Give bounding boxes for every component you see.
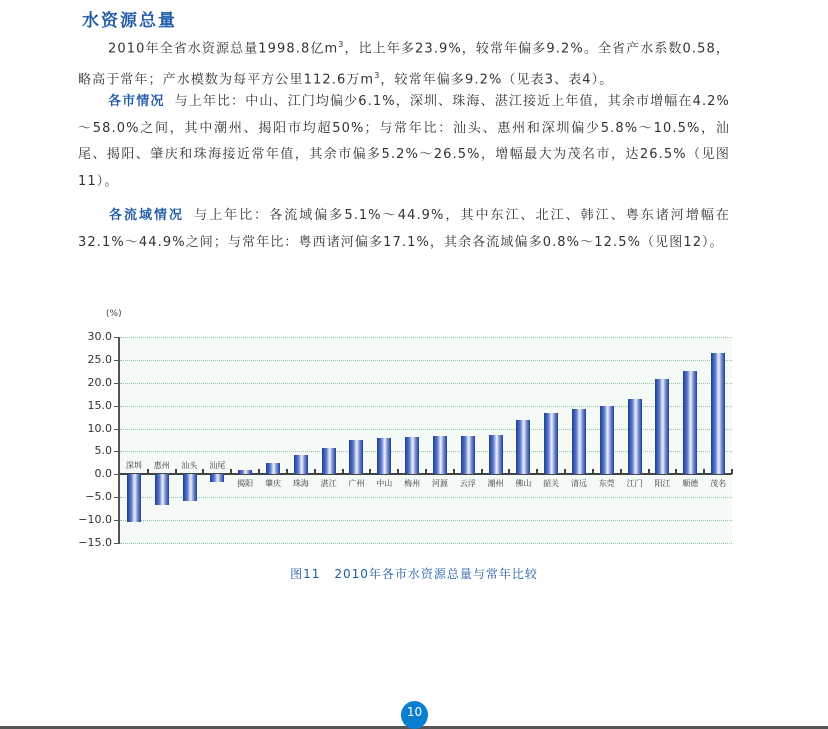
paragraph-cities xyxy=(78,89,730,195)
x-category-label: 顺德 xyxy=(682,479,699,489)
p1-text-2: ，比上年多23.9%，较常年偏多9.2%。全省产水系数0.58，略高于常年；产水模数为每平方公里112.6万m xyxy=(78,41,730,88)
grid-line xyxy=(120,337,732,338)
x-tick-mark xyxy=(675,469,677,474)
bar-云浮 xyxy=(461,436,475,474)
bar-肇庆 xyxy=(266,463,280,474)
x-category-label: 云浮 xyxy=(459,479,476,489)
x-tick-mark xyxy=(648,469,650,474)
y-tick-label: 15.0 xyxy=(87,398,112,412)
x-category-label: 深圳 xyxy=(125,461,142,471)
x-tick-mark xyxy=(425,469,427,474)
x-category-label: 广州 xyxy=(348,479,365,489)
y-tick-label: −10.0 xyxy=(78,513,112,527)
x-category-label: 河源 xyxy=(431,479,448,489)
bar-河源 xyxy=(433,436,447,474)
x-tick-mark xyxy=(258,469,260,474)
x-tick-mark xyxy=(342,469,344,474)
x-tick-mark xyxy=(369,469,371,474)
bar-湛江 xyxy=(322,448,336,474)
x-category-label: 汕尾 xyxy=(209,461,226,471)
bar-中山 xyxy=(377,438,391,474)
bar-顺德 xyxy=(683,371,697,474)
x-tick-mark xyxy=(481,469,483,474)
section-title: 水资源总量 xyxy=(82,11,177,31)
y-tick-label: 5.0 xyxy=(94,444,112,458)
grid-line xyxy=(120,520,732,521)
bar-江门 xyxy=(628,399,642,474)
bar-梅州 xyxy=(405,437,419,474)
x-category-label: 茂名 xyxy=(710,479,727,489)
grid-line xyxy=(120,497,732,498)
paragraph-basins-lead: 各流域情况 xyxy=(108,208,185,223)
y-tick-label: 30.0 xyxy=(87,330,112,343)
plot-area xyxy=(118,337,732,543)
x-category-label: 肇庆 xyxy=(265,479,281,489)
y-tick-label: −15.0 xyxy=(78,536,112,549)
bar-韶关 xyxy=(544,413,558,474)
x-tick-mark xyxy=(314,469,316,474)
p1-sup-2: 3 xyxy=(374,70,381,80)
bar-清远 xyxy=(572,409,586,474)
y-tick-label: 10.0 xyxy=(87,421,112,435)
paragraph-cities-lead: 各市情况 xyxy=(108,94,165,109)
p1-sup-1: 3 xyxy=(338,40,345,49)
x-category-label: 惠州 xyxy=(153,461,170,471)
x-tick-mark xyxy=(620,469,622,474)
x-category-label: 中山 xyxy=(376,479,393,489)
p1-text-1: 2010年全省水资源总量1998.8亿m xyxy=(108,41,339,57)
bar-潮州 xyxy=(489,435,503,474)
bar-阳江 xyxy=(655,379,669,474)
bar-东莞 xyxy=(600,406,614,474)
x-tick-mark xyxy=(286,469,288,474)
x-tick-mark xyxy=(453,469,455,474)
bar-佛山 xyxy=(516,420,530,474)
x-category-label: 梅州 xyxy=(404,479,421,489)
x-category-label: 清远 xyxy=(571,479,587,489)
bar-惠州 xyxy=(155,474,169,505)
paragraph-basins-text: 与上年比：各流域偏多5.1%～44.9%，其中东江、北江、韩江、粤东诸河增幅在32.1%～44.9%之间；与常年比：粤西诸河偏多17.1%，其余各流域偏多0.8%～12.5%（见图12）。 xyxy=(78,208,730,250)
x-tick-mark xyxy=(731,469,733,474)
figure-caption xyxy=(0,565,828,582)
x-category-label: 揭阳 xyxy=(237,479,254,489)
x-category-label: 阳江 xyxy=(654,479,671,489)
bar-珠海 xyxy=(294,455,308,474)
grid-line xyxy=(120,383,732,384)
bar-chart xyxy=(78,305,738,550)
x-category-label: 江门 xyxy=(626,479,643,489)
x-category-label: 珠海 xyxy=(292,479,309,489)
x-category-label: 汕头 xyxy=(181,461,198,471)
page-number-badge: 10 xyxy=(401,701,428,729)
x-tick-mark xyxy=(397,469,399,474)
paragraph-basins xyxy=(78,203,730,256)
x-category-label: 佛山 xyxy=(515,479,532,489)
x-category-label: 韶关 xyxy=(543,479,560,489)
grid-line xyxy=(120,543,732,544)
x-category-label: 湛江 xyxy=(320,479,337,489)
y-axis-unit: (%) xyxy=(106,309,122,319)
figure-label: 图11 xyxy=(290,567,321,581)
paragraph-total-water xyxy=(78,32,730,94)
paragraph-cities-text: 与上年比：中山、江门均偏少6.1%，深圳、珠海、湛江接近上年值，其余市增幅在4.2%～58.0%之间，其中潮州、揭阳市均超50%；与常年比：汕头、惠州和深圳偏少5.8%～10.5%，汕尾、揭阳、肇庆和珠海接近常年值，其余市偏多5.2%～26.5%，增幅最大为茂名市，达26.5%（见图11）。 xyxy=(78,94,730,189)
bar-茂名 xyxy=(711,353,725,474)
figure-title: 2010年各市水资源总量与常年比较 xyxy=(334,567,538,581)
x-category-label: 东莞 xyxy=(598,479,615,489)
y-tick-label: 20.0 xyxy=(87,375,112,389)
x-tick-mark xyxy=(508,469,510,474)
bar-汕尾 xyxy=(210,474,224,482)
grid-line xyxy=(120,360,732,361)
p1-text-3: ，较常年偏多9.2%（见表3、表4）。 xyxy=(380,72,614,88)
bar-深圳 xyxy=(127,474,141,522)
x-tick-mark xyxy=(564,469,566,474)
x-tick-mark xyxy=(536,469,538,474)
bar-汕头 xyxy=(183,474,197,501)
y-tick-label: −5.0 xyxy=(85,490,112,504)
bar-广州 xyxy=(349,440,363,474)
y-tick-label: 25.0 xyxy=(87,352,112,366)
x-tick-mark xyxy=(592,469,594,474)
x-category-label: 潮州 xyxy=(487,479,504,489)
bar-揭阳 xyxy=(238,470,252,474)
x-tick-mark xyxy=(703,469,705,474)
y-tick-label: 0.0 xyxy=(94,467,112,481)
